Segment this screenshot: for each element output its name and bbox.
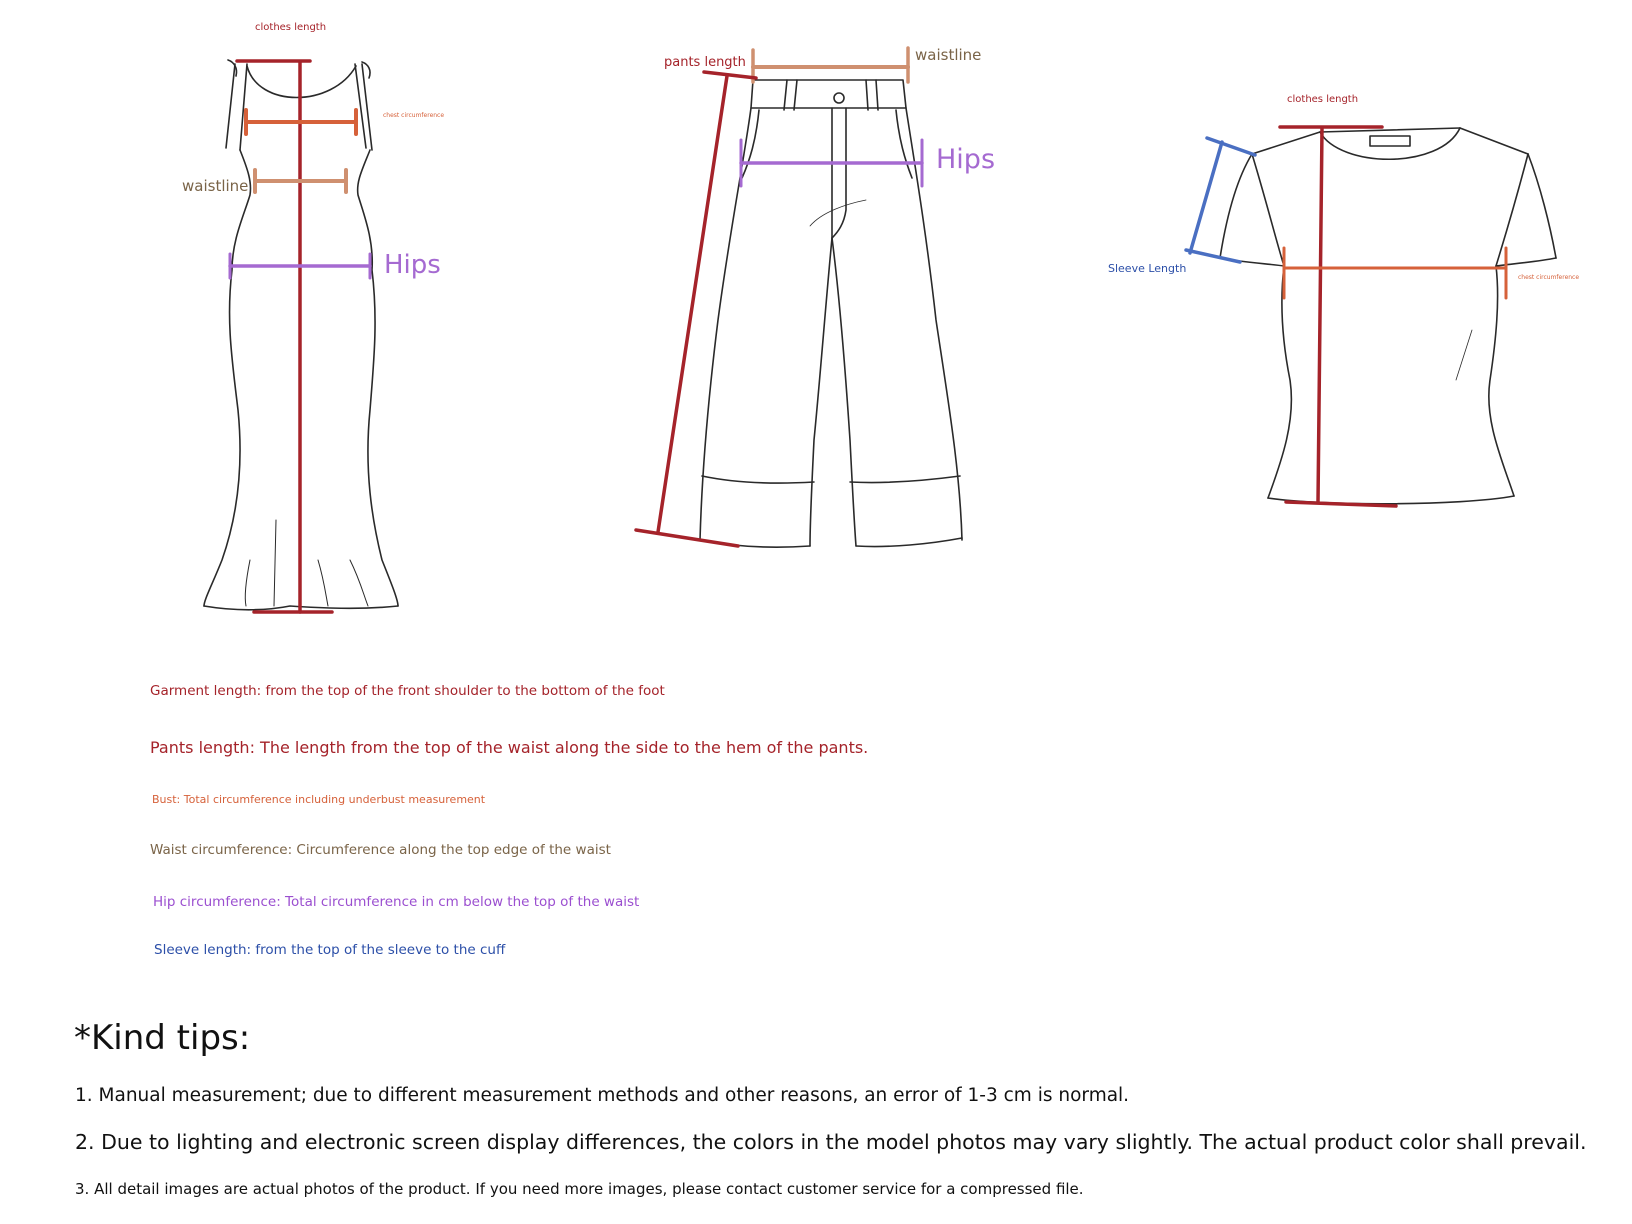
bust-definition: Bust: Total circumference including underbust measurement — [152, 793, 486, 806]
dress-measure-lines — [230, 61, 370, 612]
dress-hips-label: Hips — [384, 250, 441, 280]
tip-item-2: 2. Due to lighting and electronic screen display differences, the colors in the model photos may vary slightly. The actual product color shall prevail. — [75, 1130, 1587, 1154]
waist-definition: Waist circumference: Circumference along the top edge of the waist — [150, 842, 611, 858]
tshirt-measure-lines — [1186, 127, 1506, 506]
kind-tips-title: *Kind tips: — [74, 1018, 251, 1058]
tip-item-1: 1. Manual measurement; due to different measurement methods and other reasons, an error of 1-3 cm is normal. — [75, 1085, 1130, 1106]
garment-length-definition: Garment length: from the top of the front shoulder to the bottom of the foot — [150, 683, 665, 699]
dress-waistline-label: waistline — [182, 177, 249, 195]
pants-measure-lines — [636, 48, 922, 546]
pants-length-label: pants length — [664, 55, 746, 70]
pants-waistline-label: waistline — [915, 46, 982, 64]
tip-item-3: 3. All detail images are actual photos of the product. If you need more images, please contact customer service for a compressed file. — [75, 1180, 1084, 1198]
pants-hips-label: Hips — [936, 144, 996, 175]
tshirt-chest-circumference-label: chest circumference — [1518, 274, 1580, 281]
tshirt-illustration — [1220, 128, 1556, 504]
sleeve-definition: Sleeve length: from the top of the sleeve to the cuff — [154, 942, 506, 958]
dress-clothes-length-label: clothes length — [255, 22, 327, 33]
tshirt-sleeve-length-label: Sleeve Length — [1108, 262, 1187, 275]
hip-definition: Hip circumference: Total circumference in cm below the top of the waist — [153, 894, 640, 910]
pants-length-definition: Pants length: The length from the top of the waist along the side to the hem of the pants. — [150, 738, 869, 757]
dress-chest-circumference-label: chest circumference — [383, 112, 445, 119]
tshirt-clothes-length-label: clothes length — [1287, 94, 1359, 105]
